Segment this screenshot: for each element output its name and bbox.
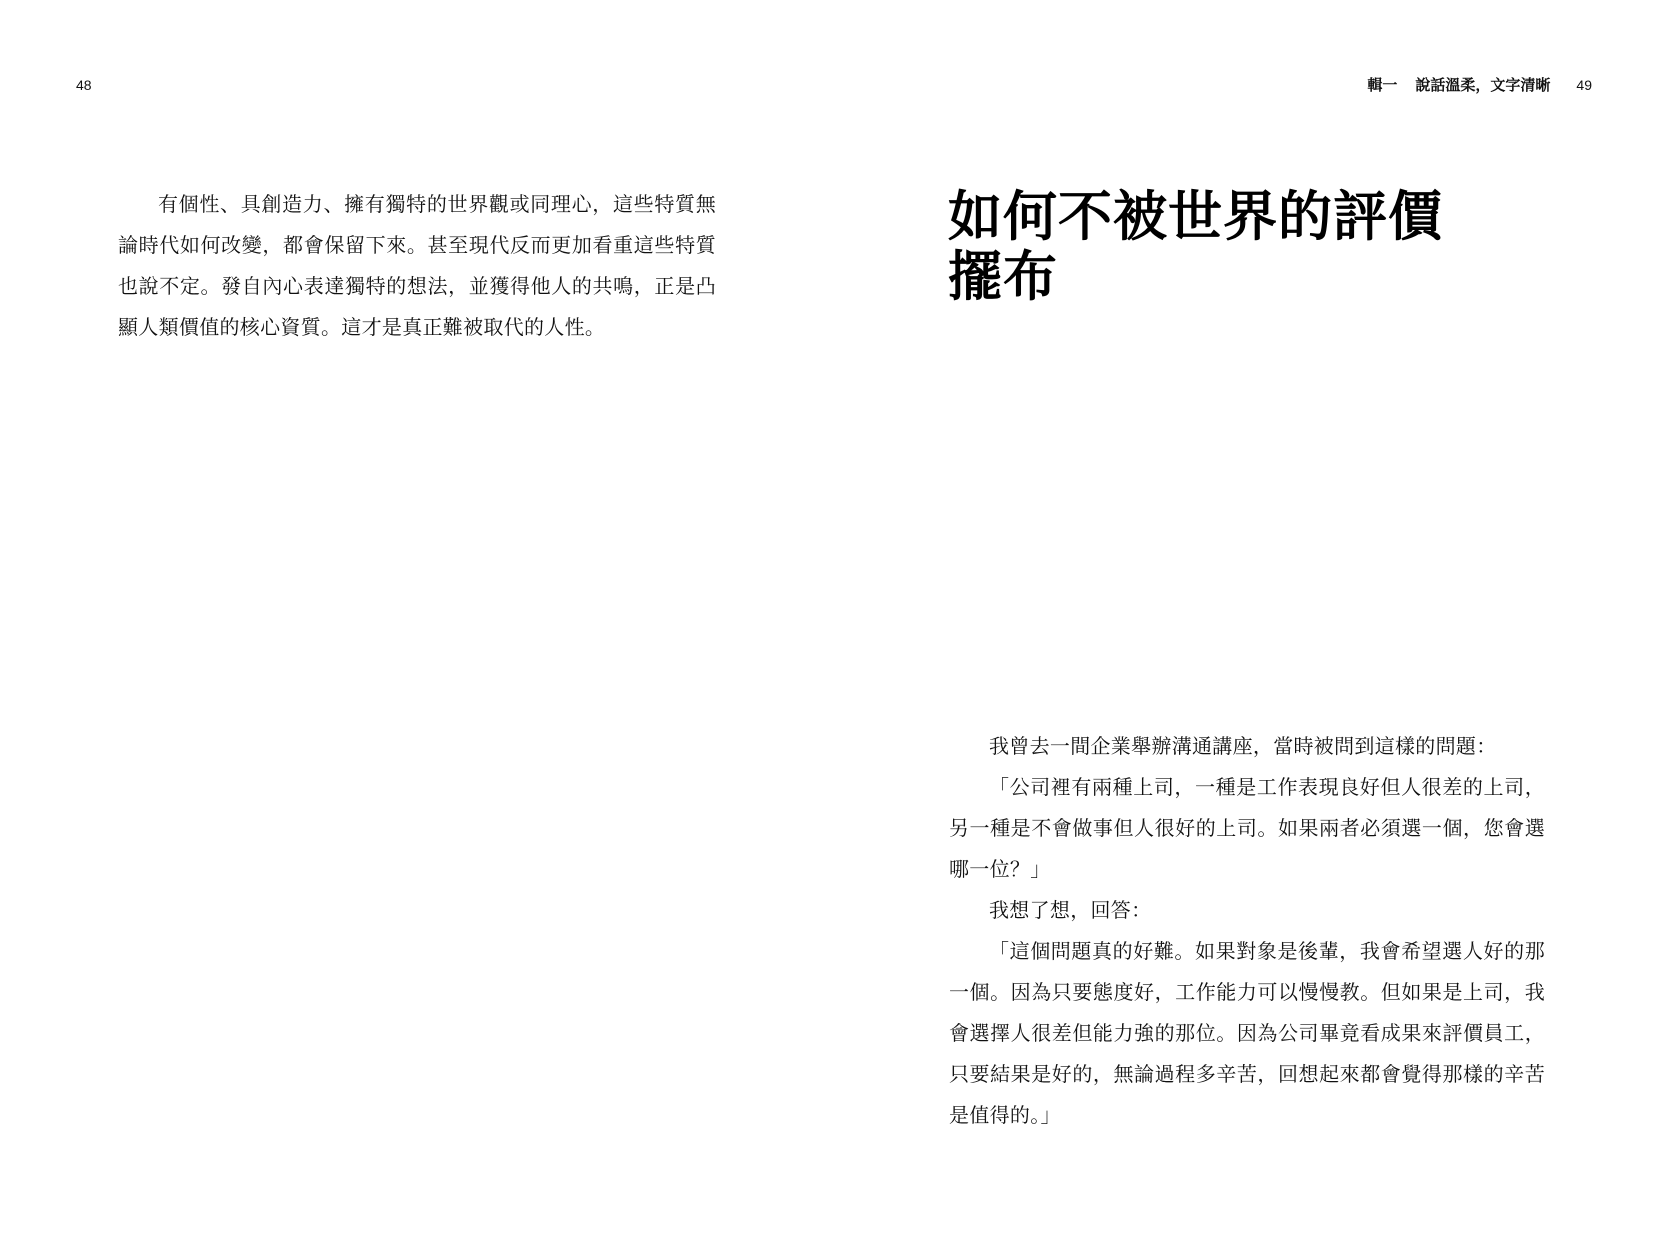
- paragraph: 我曾去一間企業舉辦溝通講座，當時被問到這樣的問題：: [989, 734, 1497, 758]
- running-head: [1367, 75, 1592, 95]
- chapter-title-line-1: 如何不被世界的評價: [948, 184, 1443, 248]
- running-head-part: 輯一: [1367, 76, 1398, 94]
- paragraph: 「這個問題真的好難。如果對象是後輩，我會希望選人好的那一個。因為只要態度好，工作能力可以慢慢教。但如果是上司，我會選擇人很差但能力強的那位。因為公司畢竟看成果來評價員工，只要結果是好的，無論過程多辛苦，回想起來都會覺得那樣的辛苦是值得的。」: [949, 939, 1545, 1127]
- running-head-chapter: 說話溫柔，文字清晰: [1415, 76, 1551, 94]
- paragraph: 有個性、具創造力、擁有獨特的世界觀或同理心，這些特質無論時代如何改變，都會保留下來。甚至現代反而更加看重這些特質也說不定。發自內心表達獨特的想法，並獲得他人的共鳴，正是凸顯人類價值的核心資質。這才是真正難被取代的人性。: [118, 192, 716, 339]
- chapter-title-line-2: 擺布: [948, 244, 1058, 308]
- page-number-left: 48: [76, 77, 92, 93]
- right-body-text: [949, 726, 1545, 1136]
- page-number-right: 49: [1576, 77, 1592, 93]
- paragraph: 「公司裡有兩種上司，一種是工作表現良好但人很差的上司，另一種是不會做事但人很好的上司。如果兩者必須選一個，您會選哪一位？」: [949, 775, 1545, 881]
- paragraph: 我想了想，回答：: [989, 898, 1152, 922]
- right-page: [827, 0, 1654, 1240]
- left-body-text: [118, 184, 716, 348]
- chapter-title: [948, 186, 1468, 306]
